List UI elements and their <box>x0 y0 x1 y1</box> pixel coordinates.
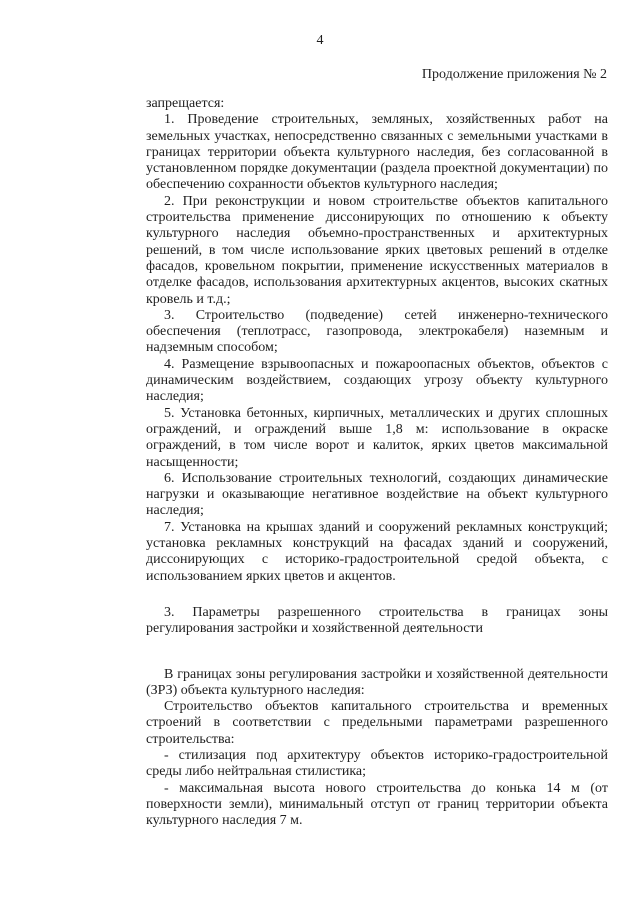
parameter-item-1: - стилизация под архитектуру объектов историко-градостроительной среды либо нейтральная стилистика; <box>146 747 608 780</box>
section-text: Строительство объектов капитального строительства и временных строений в соответствии с предельными параметрами разрешенного строительства: <box>146 699 608 747</box>
section-lead: В границах зоны регулирования застройки и хозяйственной деятельности (ЗРЗ) объекта культурного наследия: <box>146 666 608 698</box>
prohibition-item-6: 6. Использование строительных технологий, создающих динамические нагрузки и оказывающие негативное воздействие на объект культурного наследия; <box>146 470 608 519</box>
prohibition-item-2: 2. При реконструкции и новом строительстве объектов капитального строительства применение диссонирующих по отношению к объекту культурного наследия объемно-пространственных и архитектурных решений, в том числе использование ярких цветовых решений в отделке фасадов, кровельном покрытии, применение искусственных материалов в отделке фасадов, использования архитектурных акцентов, высоких скатных кровель и т.д.; <box>146 193 608 307</box>
prohibition-item-3: 3. Строительство (подведение) сетей инженерно-технического обеспечения (теплотрасс, газопровода, электрокабеля) наземным и надземным способом; <box>146 307 608 356</box>
prohibition-item-7: 7. Установка на крышах зданий и сооружений рекламных конструкций; установка рекламных конструкций на фасадах зданий и сооружений, диссонирующих с историко-градостроительной средой объекта, с использованием ярких цветов и акцентов. <box>146 519 608 584</box>
parameter-item-2: - максимальная высота нового строительства до конька 14 м (от поверхности земли), минимальный отступ от границ территории объекта культурного наследия 7 м. <box>146 780 608 829</box>
appendix-label: Продолжение приложения № 2 <box>421 67 607 82</box>
prohibition-item-1: 1. Проведение строительных, земляных, хозяйственных работ на земельных участках, непосредственно связанных с земельными участками в границах территории объекта культурного наследия, без согласованной в установленном порядке документации (раздела проектной документации) по обеспечению сохранности объектов культурного наследия; <box>146 112 608 193</box>
prohibition-item-5: 5. Установка бетонных, кирпичных, металлических и других сплошных ограждений, и ограждений выше 1,8 м: использование в окраске ограждений, в том числе ворот и калиток, ярких цветов максимальной насыщенности; <box>146 405 608 470</box>
document-body <box>146 96 608 829</box>
page-number: 4 <box>316 33 324 48</box>
section-heading: 3. Параметры разрешенного строительства в границах зоны регулирования застройки и хозяйственной деятельности <box>146 604 608 637</box>
intro-text: запрещается: <box>146 96 225 111</box>
prohibition-item-4: 4. Размещение взрывоопасных и пожароопасных объектов, объектов с динамическим воздействием, создающих угрозу объекту культурного наследия; <box>146 356 608 405</box>
